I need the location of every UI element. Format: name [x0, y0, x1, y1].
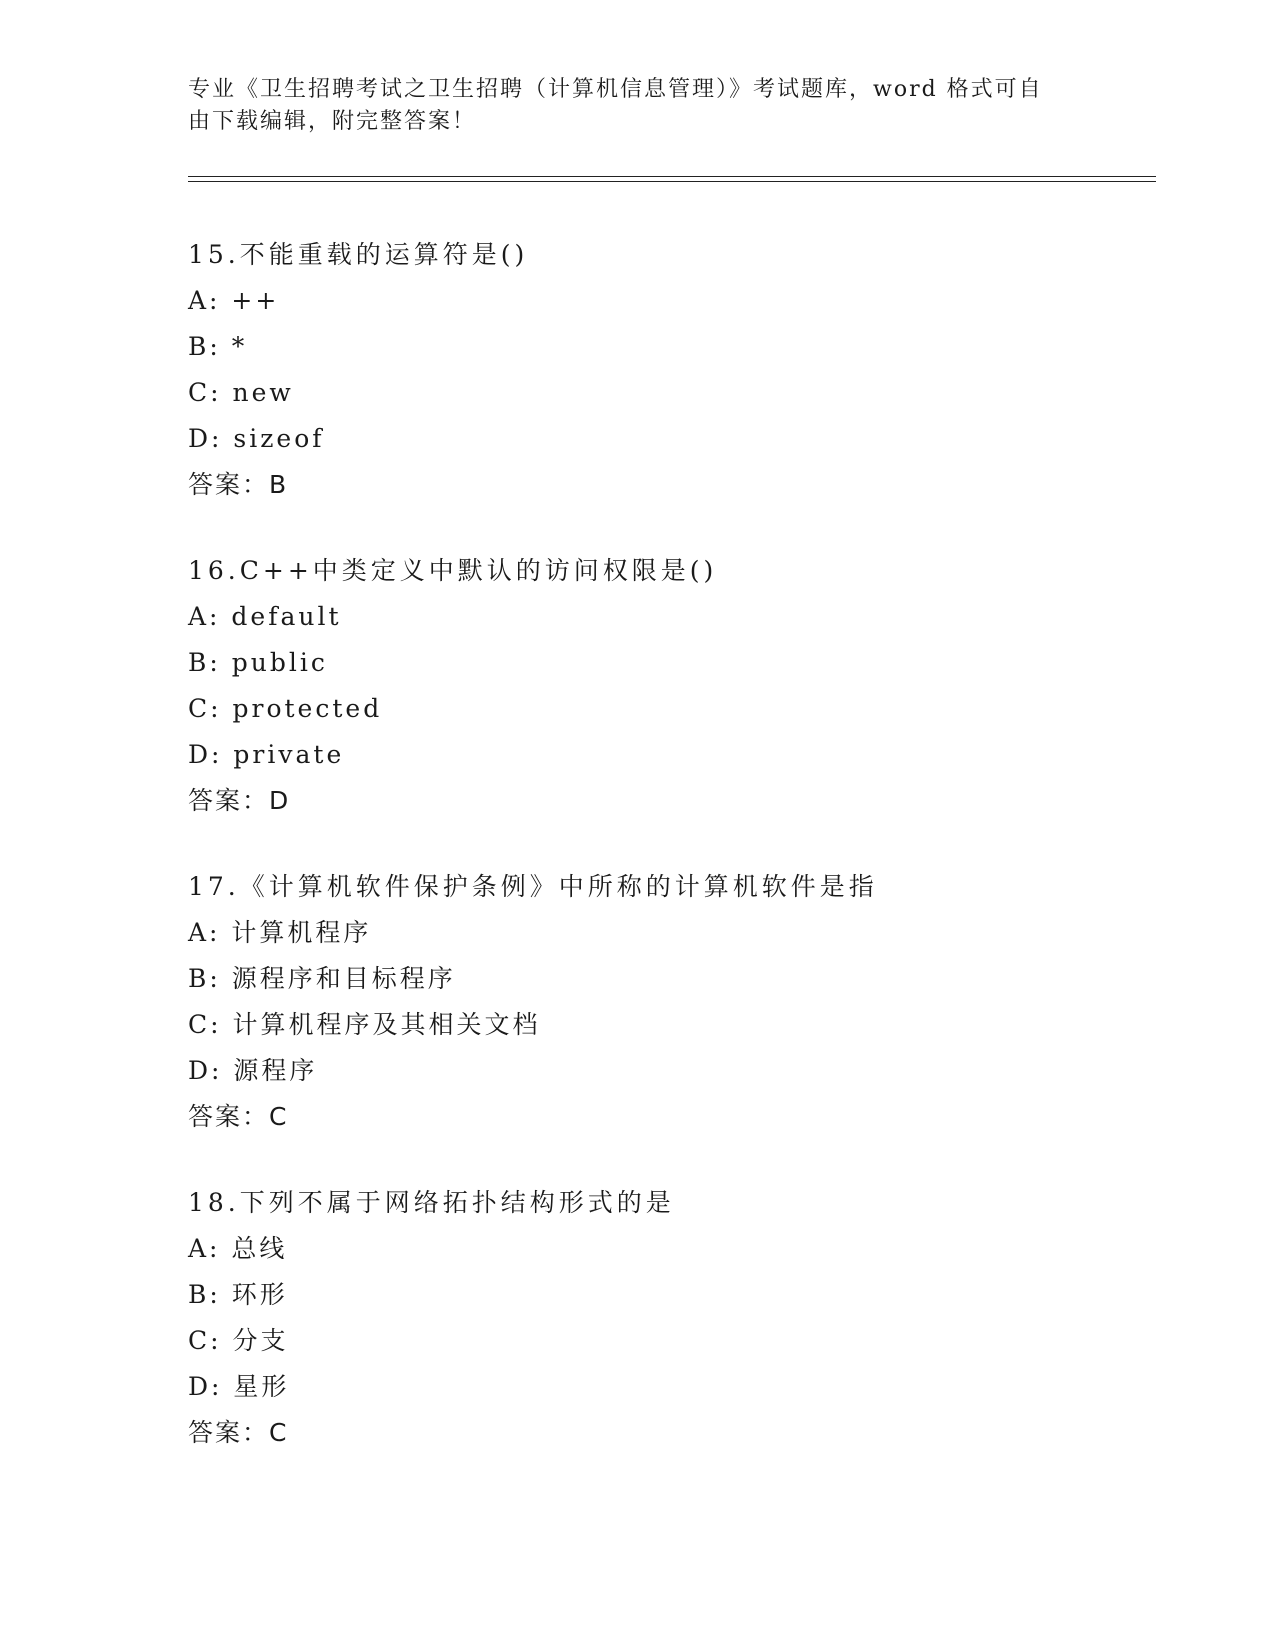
question-title: 17.《计算机软件保护条例》中所称的计算机软件是指 — [188, 872, 878, 901]
option-c: C: 计算机程序及其相关文档 — [188, 1010, 541, 1039]
document-header — [188, 74, 1088, 138]
option-a: A: 计算机程序 — [188, 918, 372, 947]
answer-line: 答案：D — [188, 786, 291, 815]
option-a: A: default — [188, 602, 342, 631]
question-block — [188, 232, 1148, 508]
option-b: B: 源程序和目标程序 — [188, 964, 456, 993]
option-b: B: * — [188, 332, 248, 361]
option-a: A: ++ — [188, 286, 280, 315]
question-block — [188, 548, 1148, 824]
option-c: C: new — [188, 378, 294, 407]
question-block — [188, 1180, 1148, 1456]
header-line-2: 由下载编辑，附完整答案！ — [188, 109, 477, 134]
question-title: 15.不能重载的运算符是() — [188, 240, 529, 269]
option-b: B: public — [188, 648, 328, 677]
answer-line: 答案：C — [188, 1102, 289, 1131]
question-block — [188, 864, 1148, 1140]
option-c: C: 分支 — [188, 1326, 289, 1355]
header-divider-top — [188, 176, 1156, 177]
header-divider-bottom — [188, 181, 1156, 182]
answer-line: 答案：C — [188, 1418, 289, 1447]
question-title: 18.下列不属于网络拓扑结构形式的是 — [188, 1188, 675, 1217]
header-line-1: 专业《卫生招聘考试之卫生招聘（计算机信息管理）》考试题库，word 格式可自 — [188, 77, 1043, 102]
option-c: C: protected — [188, 694, 383, 723]
question-title: 16.C++中类定义中默认的访问权限是() — [188, 556, 718, 585]
option-b: B: 环形 — [188, 1280, 288, 1309]
answer-line: 答案：B — [188, 470, 289, 499]
option-d: D: 星形 — [188, 1372, 290, 1401]
option-a: A: 总线 — [188, 1234, 288, 1263]
option-d: D: sizeof — [188, 424, 325, 453]
option-d: D: private — [188, 740, 345, 769]
option-d: D: 源程序 — [188, 1056, 318, 1085]
